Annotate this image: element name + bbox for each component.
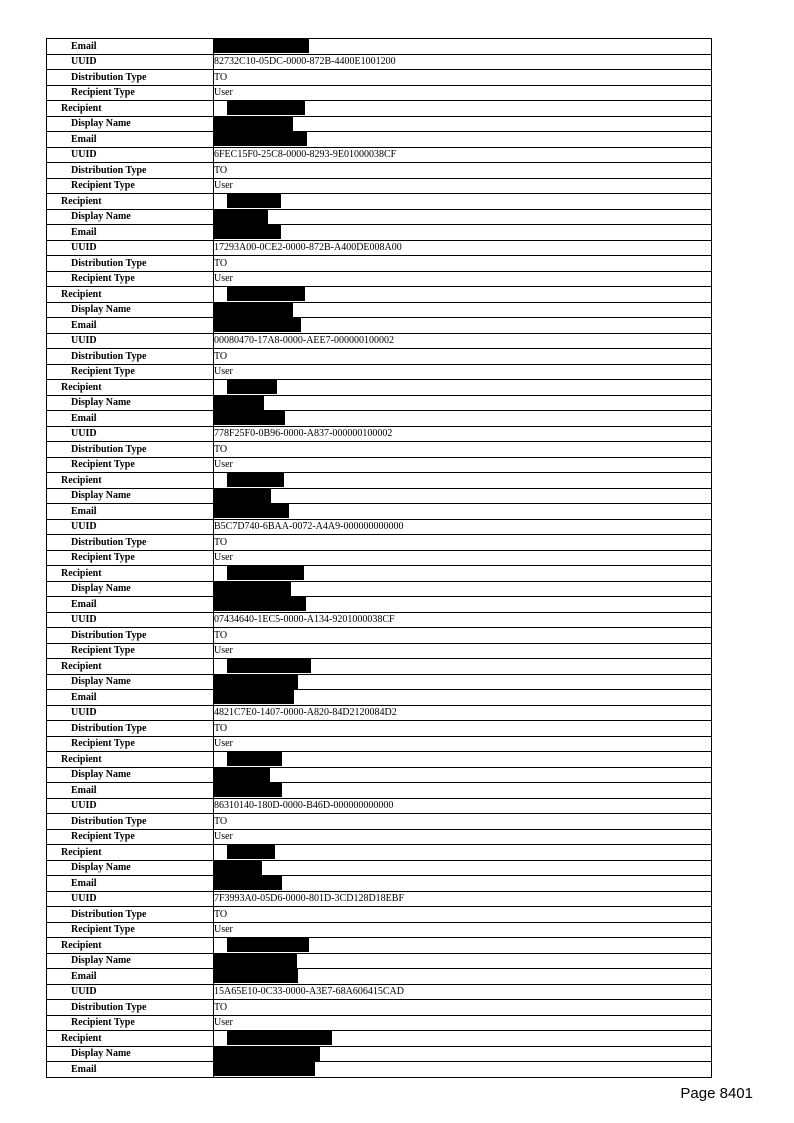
field-label: UUID [47, 240, 214, 256]
field-value: 00080470-17A8-0000-AEE7-000000100002 [214, 333, 712, 349]
field-label: UUID [47, 798, 214, 814]
page-number: Page 8401 [680, 1085, 753, 1102]
field-label: Recipient Type [47, 1015, 214, 1031]
field-value-redacted [214, 1062, 712, 1078]
field-label: Email [47, 39, 214, 55]
field-value: TO [214, 256, 712, 272]
uuid-row [47, 705, 712, 721]
recipient-row [47, 473, 712, 489]
field-label: Distribution Type [47, 535, 214, 551]
field-value-redacted [214, 39, 712, 55]
recipient-type-row [47, 550, 712, 566]
distribution-type-row [47, 907, 712, 923]
field-value: TO [214, 907, 712, 923]
redaction-bar [227, 473, 284, 487]
uuid-row [47, 240, 712, 256]
field-label: Recipient [47, 194, 214, 210]
field-label: UUID [47, 519, 214, 535]
display-name-row [47, 581, 712, 597]
redaction-bar [227, 194, 281, 208]
recipient-row [47, 380, 712, 396]
field-label: Recipient Type [47, 550, 214, 566]
field-value: 778F25F0-0B96-0000-A837-000000100002 [214, 426, 712, 442]
recipient-row [47, 752, 712, 768]
field-label: UUID [47, 147, 214, 163]
redaction-bar [214, 1047, 320, 1061]
field-value-redacted [214, 132, 712, 148]
redaction-bar [214, 132, 307, 146]
field-label: Recipient [47, 380, 214, 396]
recipient-metadata-table [46, 38, 712, 1078]
recipient-row [47, 659, 712, 675]
field-label: Recipient [47, 659, 214, 675]
uuid-row [47, 147, 712, 163]
field-value: TO [214, 163, 712, 179]
distribution-type-row [47, 70, 712, 86]
redaction-bar [214, 210, 268, 224]
email-row [47, 876, 712, 892]
field-value-redacted [214, 225, 712, 241]
redaction-bar [214, 768, 270, 782]
field-label: Distribution Type [47, 628, 214, 644]
field-value: TO [214, 442, 712, 458]
field-value-redacted [214, 1046, 712, 1062]
field-value-redacted [214, 411, 712, 427]
field-value-redacted [214, 504, 712, 520]
field-value-redacted [214, 287, 712, 303]
field-value: TO [214, 535, 712, 551]
redaction-bar [214, 861, 262, 875]
email-row [47, 504, 712, 520]
distribution-type-row [47, 628, 712, 644]
redaction-bar [214, 876, 282, 890]
field-label: Recipient Type [47, 736, 214, 752]
field-label: Recipient [47, 287, 214, 303]
email-row [47, 318, 712, 334]
redaction-bar [214, 690, 294, 704]
field-label: Recipient [47, 845, 214, 861]
field-value-redacted [214, 659, 712, 675]
email-row [47, 783, 712, 799]
distribution-type-row [47, 721, 712, 737]
field-label: Email [47, 876, 214, 892]
distribution-type-row [47, 256, 712, 272]
redaction-bar [227, 1031, 332, 1045]
field-label: Recipient [47, 1031, 214, 1047]
field-value: TO [214, 721, 712, 737]
redaction-bar [214, 783, 282, 797]
distribution-type-row [47, 349, 712, 365]
recipient-row [47, 566, 712, 582]
redaction-bar [214, 597, 306, 611]
email-row [47, 690, 712, 706]
field-value: TO [214, 70, 712, 86]
field-label: Recipient Type [47, 922, 214, 938]
field-label: Display Name [47, 488, 214, 504]
field-value: User [214, 271, 712, 287]
email-row [47, 411, 712, 427]
field-value: 86310140-180D-0000-B46D-000000000000 [214, 798, 712, 814]
field-value-redacted [214, 209, 712, 225]
field-value: User [214, 922, 712, 938]
uuid-row [47, 519, 712, 535]
field-value: TO [214, 1000, 712, 1016]
recipient-row [47, 845, 712, 861]
redaction-bar [214, 504, 289, 518]
field-value-redacted [214, 752, 712, 768]
field-value-redacted [214, 876, 712, 892]
recipient-row [47, 938, 712, 954]
field-value: User [214, 457, 712, 473]
field-label: Email [47, 783, 214, 799]
display-name-row [47, 302, 712, 318]
field-label: Recipient Type [47, 457, 214, 473]
redaction-bar [227, 566, 304, 580]
field-label: Display Name [47, 302, 214, 318]
field-label: UUID [47, 612, 214, 628]
field-value-redacted [214, 473, 712, 489]
field-value: 17293A00-0CE2-0000-872B-A400DE008A00 [214, 240, 712, 256]
display-name-row [47, 953, 712, 969]
field-label: Recipient [47, 473, 214, 489]
field-label: Distribution Type [47, 1000, 214, 1016]
field-value: B5C7D740-6BAA-0072-A4A9-000000000000 [214, 519, 712, 535]
redaction-bar [214, 396, 264, 410]
distribution-type-row [47, 442, 712, 458]
uuid-row [47, 426, 712, 442]
display-name-row [47, 860, 712, 876]
field-value-redacted [214, 674, 712, 690]
field-label: Email [47, 132, 214, 148]
field-label: Email [47, 690, 214, 706]
field-value: User [214, 178, 712, 194]
recipient-metadata-body [47, 39, 712, 1078]
field-value-redacted [214, 302, 712, 318]
email-row [47, 225, 712, 241]
field-value-redacted [214, 860, 712, 876]
field-value-redacted [214, 690, 712, 706]
uuid-row [47, 891, 712, 907]
field-value-redacted [214, 318, 712, 334]
field-label: Display Name [47, 953, 214, 969]
field-value-redacted [214, 767, 712, 783]
email-row [47, 969, 712, 985]
field-value-redacted [214, 488, 712, 504]
field-label: Distribution Type [47, 349, 214, 365]
recipient-type-row [47, 457, 712, 473]
uuid-row [47, 984, 712, 1000]
field-value-redacted [214, 1031, 712, 1047]
redaction-bar [214, 117, 293, 131]
field-label: Display Name [47, 395, 214, 411]
field-label: Email [47, 411, 214, 427]
redaction-bar [227, 752, 282, 766]
field-label: Email [47, 597, 214, 613]
recipient-type-row [47, 271, 712, 287]
field-label: Display Name [47, 581, 214, 597]
recipient-type-row [47, 736, 712, 752]
recipient-type-row [47, 643, 712, 659]
display-name-row [47, 488, 712, 504]
field-label: UUID [47, 333, 214, 349]
redaction-bar [214, 411, 285, 425]
field-label: Display Name [47, 674, 214, 690]
field-label: Recipient Type [47, 178, 214, 194]
email-row [47, 597, 712, 613]
display-name-row [47, 767, 712, 783]
uuid-row [47, 798, 712, 814]
field-value: User [214, 1015, 712, 1031]
redaction-bar [214, 675, 298, 689]
display-name-row [47, 209, 712, 225]
field-value-redacted [214, 395, 712, 411]
field-label: Email [47, 225, 214, 241]
field-label: Display Name [47, 860, 214, 876]
recipient-type-row [47, 178, 712, 194]
field-value-redacted [214, 953, 712, 969]
field-label: Recipient Type [47, 364, 214, 380]
field-value-redacted [214, 194, 712, 210]
display-name-row [47, 674, 712, 690]
email-row [47, 1062, 712, 1078]
email-row [47, 132, 712, 148]
redaction-bar [227, 287, 305, 301]
field-label: Display Name [47, 209, 214, 225]
field-label: Distribution Type [47, 721, 214, 737]
field-value-redacted [214, 581, 712, 597]
redaction-bar [214, 954, 297, 968]
field-label: Distribution Type [47, 163, 214, 179]
field-value: User [214, 550, 712, 566]
uuid-row [47, 333, 712, 349]
field-label: Distribution Type [47, 256, 214, 272]
recipient-type-row [47, 829, 712, 845]
display-name-row [47, 116, 712, 132]
redaction-bar [227, 380, 277, 394]
field-label: Email [47, 504, 214, 520]
redaction-bar [214, 1062, 315, 1076]
recipient-row [47, 101, 712, 117]
field-label: UUID [47, 984, 214, 1000]
field-label: Distribution Type [47, 442, 214, 458]
redaction-bar [214, 39, 309, 53]
distribution-type-row [47, 814, 712, 830]
redaction-bar [227, 659, 311, 673]
uuid-row [47, 612, 712, 628]
redaction-bar [214, 318, 301, 332]
field-label: Display Name [47, 1046, 214, 1062]
recipient-row [47, 287, 712, 303]
field-value-redacted [214, 116, 712, 132]
recipient-type-row [47, 922, 712, 938]
field-value: TO [214, 814, 712, 830]
field-value: 6FEC15F0-25C8-0000-8293-9E01000038CF [214, 147, 712, 163]
field-label: UUID [47, 426, 214, 442]
recipient-type-row [47, 1015, 712, 1031]
field-label: Recipient [47, 566, 214, 582]
redaction-bar [214, 969, 298, 983]
field-value: 15A65E10-0C33-0000-A3E7-68A606415CAD [214, 984, 712, 1000]
field-value-redacted [214, 969, 712, 985]
display-name-row [47, 395, 712, 411]
field-value: 82732C10-05DC-0000-872B-4400E1001200 [214, 54, 712, 70]
field-value: 07434640-1EC5-0000-A134-9201000038CF [214, 612, 712, 628]
field-value: 7F3993A0-05D6-0000-801D-3CD128D18EBF [214, 891, 712, 907]
distribution-type-row [47, 163, 712, 179]
field-label: UUID [47, 705, 214, 721]
field-value-redacted [214, 101, 712, 117]
distribution-type-row [47, 1000, 712, 1016]
field-value: TO [214, 628, 712, 644]
field-value-redacted [214, 566, 712, 582]
field-value: 4821C7E0-1407-0000-A820-84D2120084D2 [214, 705, 712, 721]
redaction-bar [214, 582, 291, 596]
field-value-redacted [214, 845, 712, 861]
redaction-bar [214, 303, 293, 317]
field-label: Recipient Type [47, 829, 214, 845]
uuid-row [47, 54, 712, 70]
field-label: Email [47, 1062, 214, 1078]
recipient-type-row [47, 85, 712, 101]
field-value-redacted [214, 938, 712, 954]
field-label: Email [47, 969, 214, 985]
field-label: Distribution Type [47, 70, 214, 86]
field-value-redacted [214, 783, 712, 799]
field-label: Distribution Type [47, 907, 214, 923]
field-label: Recipient [47, 938, 214, 954]
recipient-row [47, 194, 712, 210]
redaction-bar [227, 845, 275, 859]
field-label: UUID [47, 54, 214, 70]
field-label: Email [47, 318, 214, 334]
redaction-bar [214, 225, 281, 239]
field-value: User [214, 829, 712, 845]
email-row [47, 39, 712, 55]
recipient-type-row [47, 364, 712, 380]
field-label: UUID [47, 891, 214, 907]
distribution-type-row [47, 535, 712, 551]
field-label: Recipient Type [47, 271, 214, 287]
redaction-bar [214, 489, 271, 503]
recipient-row [47, 1031, 712, 1047]
field-label: Recipient Type [47, 85, 214, 101]
field-value: User [214, 364, 712, 380]
field-value: User [214, 643, 712, 659]
display-name-row [47, 1046, 712, 1062]
field-label: Display Name [47, 116, 214, 132]
field-value: TO [214, 349, 712, 365]
field-value: User [214, 736, 712, 752]
field-value: User [214, 85, 712, 101]
field-label: Distribution Type [47, 814, 214, 830]
field-label: Recipient [47, 752, 214, 768]
redaction-bar [227, 101, 305, 115]
field-label: Display Name [47, 767, 214, 783]
field-value-redacted [214, 597, 712, 613]
redaction-bar [227, 938, 309, 952]
field-label: Recipient Type [47, 643, 214, 659]
field-value-redacted [214, 380, 712, 396]
field-label: Recipient [47, 101, 214, 117]
